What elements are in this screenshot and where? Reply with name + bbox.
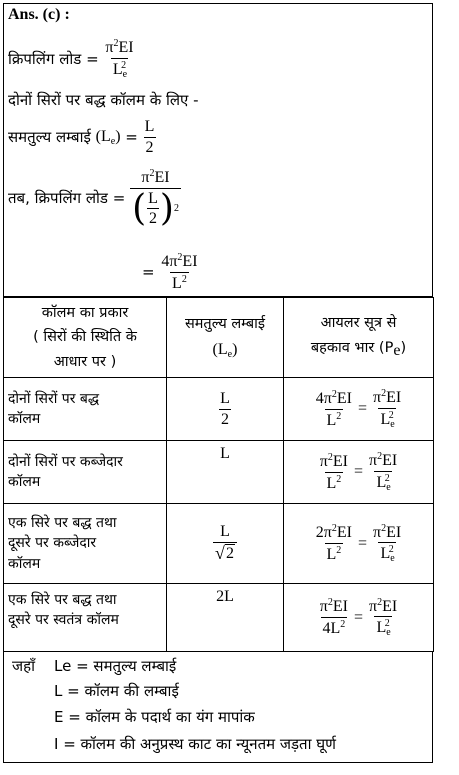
- legend-item: L = कॉलम की लम्बाई: [54, 682, 179, 700]
- answer-label: Ans. (c) :: [8, 6, 70, 23]
- load-cell: $\frac{2\pi^2EI}{L^2}$ = $\frac{\pi^2EI}{L_e^2}$: [284, 504, 434, 584]
- length-fraction: $\frac{L}{2}$: [144, 118, 155, 156]
- column-type-cell: एक सिरे पर बद्ध तथा दूसरे पर स्वतंत्र कॉलम: [4, 584, 167, 652]
- header-buckling-load: आयलर सूत्र से बहकाव भार $(P_e)$: [284, 298, 434, 378]
- length-cell: L √ 2: [167, 504, 284, 584]
- legend-item: E = कॉलम के पदार्थ का यंग मापांक: [54, 708, 255, 726]
- then-crippling-formula: तब, क्रिपलिंग लोड = $\pi^2EI$ ( $\frac{L}{2}$ ) 2: [8, 168, 179, 229]
- column-type-cell: दोनों सिरों पर बद्ध कॉलम: [4, 378, 167, 441]
- legend-item: I = कॉलम की अनुप्रस्थ काट का न्यूनतम जड़ता घूर्ण: [54, 735, 336, 753]
- both-fixed-text: दोनों सिरों पर बद्ध कॉलम के लिए -: [8, 91, 199, 109]
- result-formula: = $\frac{4\pi^2EI}{L^2}$: [142, 252, 198, 292]
- length-cell: $\frac{L}{2}$: [167, 378, 284, 441]
- equivalent-length-formula: समतुल्य लम्बाई $(L_e)$ = $\frac{L}{2}$: [8, 118, 155, 156]
- header-equivalent-length: समतुल्य लम्बाई $(L_e)$: [167, 298, 284, 378]
- solution-box: [3, 3, 433, 297]
- length-cell: L: [167, 441, 284, 504]
- legend-item: Le = समतुल्य लम्बाई: [54, 657, 177, 675]
- load-cell: $\frac{\pi^2EI}{4L^2}$ = $\frac{\pi^2EI}{L_e^2}$: [284, 584, 434, 652]
- table-row: [4, 378, 434, 441]
- table-row: [4, 584, 434, 652]
- length-cell: 2L: [167, 584, 284, 652]
- column-type-cell: दोनों सिरों पर कब्जेदार कॉलम: [4, 441, 167, 504]
- formula-fraction: $\frac{\pi^2EI}{L_e^2}$: [105, 38, 134, 80]
- crippling-load-label: क्रिपलिंग लोड: [8, 49, 82, 68]
- load-cell: $\frac{4\pi^2EI}{L^2}$ = $\frac{\pi^2EI}{L_e^2}$: [284, 378, 434, 441]
- table-header-row: [4, 298, 434, 378]
- then-fraction: $\pi^2EI$ ( $\frac{L}{2}$ ) 2: [132, 168, 179, 229]
- crippling-load-formula: क्रिपलिंग लोड = $\frac{\pi^2EI}{L_e^2}$: [8, 38, 134, 80]
- where-label: जहाँ: [12, 657, 35, 675]
- column-table: [3, 297, 434, 652]
- column-type-cell: एक सिरे पर बद्ध तथा दूसरे पर कब्जेदार कॉलम: [4, 504, 167, 584]
- table-row: [4, 441, 434, 504]
- load-cell: $\frac{\pi^2EI}{L^2}$ = $\frac{\pi^2EI}{L_e^2}$: [284, 441, 434, 504]
- header-column-type: कॉलम का प्रकार ( सिरों की स्थिति के आधार पर ): [4, 298, 167, 378]
- legend-box: [3, 651, 433, 763]
- table-row: [4, 504, 434, 584]
